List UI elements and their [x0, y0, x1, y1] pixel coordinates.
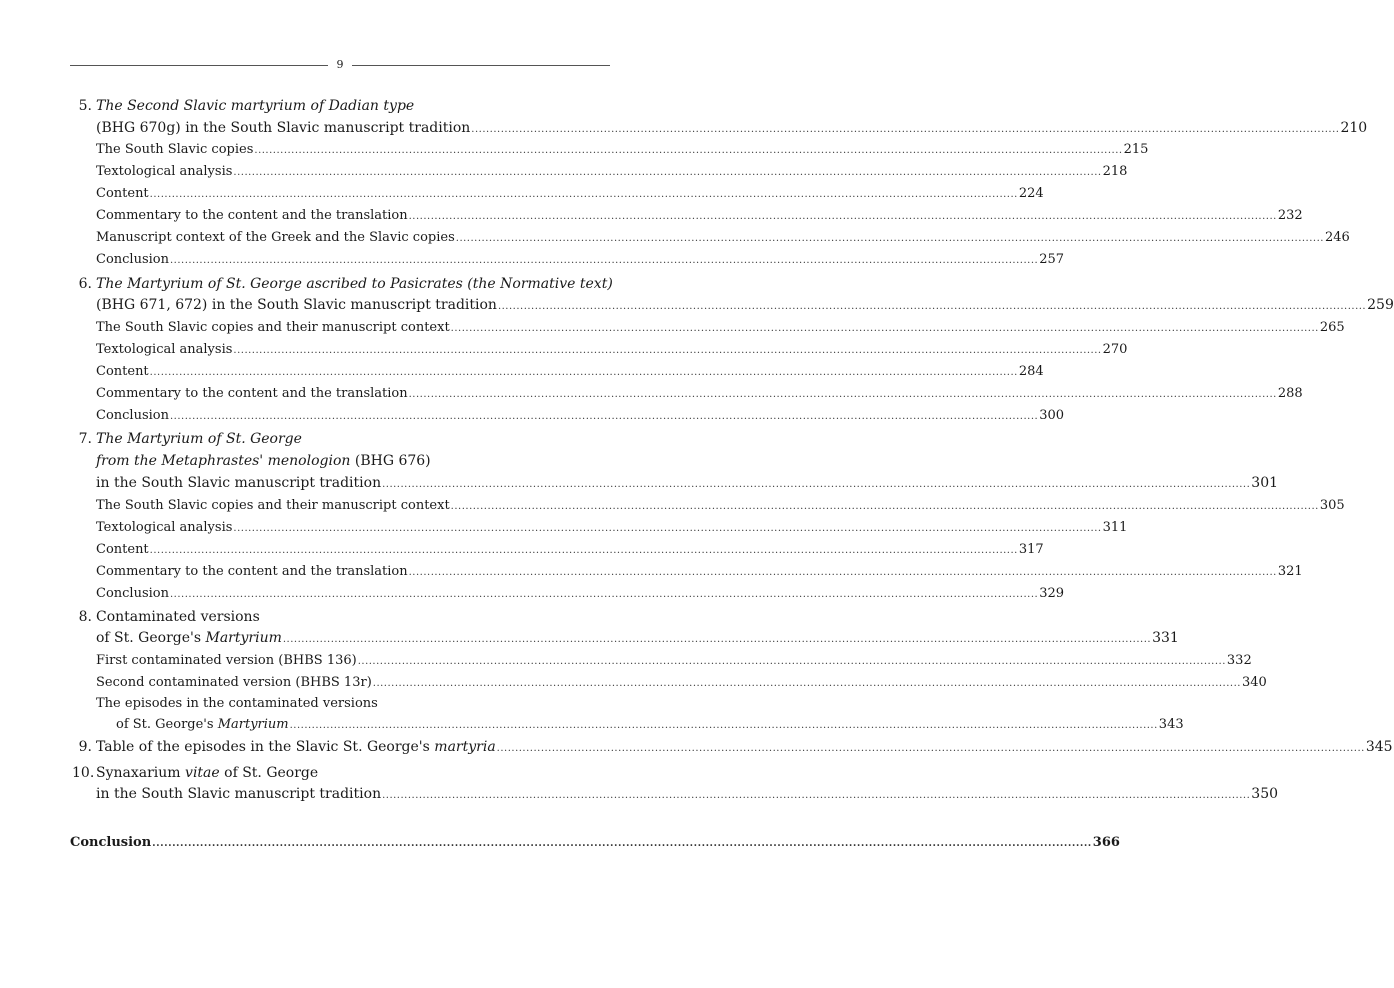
- toc-entry[interactable]: [96, 586, 1065, 601]
- toc-entry[interactable]: [96, 498, 1345, 513]
- toc-entry-label: Conclusion: [96, 252, 169, 267]
- toc-entry-episodes[interactable]: [116, 717, 1184, 732]
- toc-page-number: 311: [1102, 520, 1128, 535]
- dot-leader: ............................................................................................................................................................................................................................................: [382, 790, 1251, 801]
- toc-entry-label: Textological analysis: [96, 520, 233, 535]
- toc-page-number: 224: [1018, 186, 1044, 201]
- toc-page-number: 300: [1039, 408, 1065, 423]
- toc-page-number: 332: [1226, 653, 1252, 668]
- toc-entry[interactable]: [96, 408, 1065, 423]
- toc-page-number: 345: [1365, 739, 1393, 755]
- toc-entry-label: First contaminated version (BHBS 136): [96, 653, 357, 668]
- toc-page-number: 301: [1251, 475, 1279, 491]
- toc-page-number: 340: [1241, 675, 1267, 690]
- toc-entry-conclusion[interactable]: [70, 835, 1120, 850]
- dot-leader: ............................................................................................................................................................................................................................................: [450, 501, 1319, 512]
- toc-entry-label: Conclusion: [96, 586, 169, 601]
- header-rule-right: [352, 65, 610, 66]
- toc-entry-label: in the South Slavic manuscript tradition: [96, 786, 382, 802]
- toc-episodes-line1: The episodes in the contaminated versions: [96, 696, 378, 711]
- toc-heading-6[interactable]: 6. The Martyrium of St. George ascribed to Pasicrates (the Normative text): [78, 276, 613, 292]
- toc-entry-label: (BHG 670g) in the South Slavic manuscript tradition: [96, 120, 471, 136]
- toc-entry-label: Textological analysis: [96, 164, 233, 179]
- toc-heading-8[interactable]: 8. Contaminated versions: [78, 609, 260, 625]
- toc-entry[interactable]: [96, 142, 1149, 157]
- toc-entry-label: The South Slavic copies and their manuscript context: [96, 320, 450, 335]
- toc-entry[interactable]: [96, 342, 1128, 357]
- toc-entry-label: Conclusion: [96, 408, 169, 423]
- toc-entry-6[interactable]: [96, 297, 1394, 313]
- toc-entry[interactable]: [96, 520, 1128, 535]
- toc-heading-7-line2: from the Metaphrastes' menologion (BHG 676): [96, 453, 431, 469]
- toc-entry-label: Content: [96, 186, 149, 201]
- toc-page-number: 331: [1152, 630, 1179, 646]
- toc-heading-7[interactable]: 7. The Martyrium of St. George: [78, 431, 302, 447]
- dot-leader: ............................................................................................................................................................................................................................................: [408, 389, 1277, 400]
- toc-page-number: 259: [1367, 297, 1394, 313]
- toc-entry-label: Manuscript context of the Greek and the Slavic copies: [96, 230, 455, 245]
- toc-entry-label: Commentary to the content and the translation: [96, 208, 408, 223]
- toc-page-number: 284: [1018, 364, 1044, 379]
- toc-entry-label: Commentary to the content and the translation: [96, 564, 408, 579]
- toc-heading-5[interactable]: 5. The Second Slavic martyrium of Dadian type: [78, 98, 415, 114]
- toc-entry[interactable]: [96, 208, 1303, 223]
- toc-entry[interactable]: [96, 164, 1128, 179]
- toc-entry[interactable]: [96, 653, 1252, 668]
- toc-entry[interactable]: [96, 386, 1303, 401]
- toc-entry-9[interactable]: [72, 739, 1393, 755]
- dot-leader: ............................................................................................................................................................................................................................................: [170, 255, 1039, 266]
- toc-entry-label: Content: [96, 542, 149, 557]
- dot-leader: ............................................................................................................................................................................................................................................: [497, 301, 1367, 312]
- toc-page-number: 321: [1277, 564, 1303, 579]
- toc-entry[interactable]: [96, 542, 1044, 557]
- toc-page-number: 329: [1039, 586, 1065, 601]
- toc-page-number: 350: [1251, 786, 1279, 802]
- toc-page-number: 210: [1340, 120, 1368, 136]
- dot-leader: ............................................................................................................................................................................................................................................: [357, 656, 1226, 667]
- toc-entry-label: Textological analysis: [96, 342, 233, 357]
- toc-page-number: 317: [1018, 542, 1044, 557]
- dot-leader: ............................................................................................................................................................................................................................................: [282, 634, 1152, 645]
- dot-leader: ............................................................................................................................................................................................................................................: [471, 124, 1340, 135]
- toc-page-number: 246: [1324, 230, 1350, 245]
- toc-entry-label: The South Slavic copies and their manuscript context: [96, 498, 450, 513]
- dot-leader: ............................................................................................................................................................................................................................................: [450, 323, 1319, 334]
- dot-leader: ............................................................................................................................................................................................................................................: [455, 233, 1324, 244]
- toc-page-number: 257: [1039, 252, 1065, 267]
- toc-entry-10[interactable]: [96, 786, 1279, 802]
- dot-leader: ............................................................................................................................................................................................................................................: [233, 167, 1102, 178]
- toc-page-number: 215: [1123, 142, 1149, 157]
- dot-leader: ............................................................................................................................................................................................................................................: [170, 411, 1039, 422]
- toc-entry[interactable]: [96, 564, 1303, 579]
- toc-page-number: 305: [1319, 498, 1345, 513]
- dot-leader: ............................................................................................................................................................................................................................................: [149, 189, 1018, 200]
- toc-heading-10[interactable]: 10. Synaxarium vitae of St. George: [72, 765, 319, 781]
- toc-entry-label: in the South Slavic manuscript tradition: [96, 475, 382, 491]
- dot-leader: ............................................................................................................................................................................................................................................: [149, 545, 1018, 556]
- toc-entry[interactable]: [96, 252, 1065, 267]
- toc-page-number: 366: [1092, 835, 1120, 850]
- toc-entry-label: Conclusion: [70, 835, 152, 850]
- toc-page-number: 218: [1102, 164, 1128, 179]
- toc-entry-label: The South Slavic copies: [96, 142, 254, 157]
- toc-entry-label: Second contaminated version (BHBS 13r): [96, 675, 372, 690]
- toc-page-number: 343: [1158, 717, 1184, 732]
- dot-leader: ............................................................................................................................................................................................................................................: [496, 743, 1365, 754]
- toc-entry-label: of St. George's Martyrium: [96, 630, 282, 646]
- dot-leader: ............................................................................................................................................................................................................................................: [372, 678, 1241, 689]
- page-number: 9: [336, 58, 344, 71]
- dot-leader: ............................................................................................................................................................................................................................................: [233, 523, 1102, 534]
- dot-leader: ............................................................................................................................................................................................................................................: [254, 145, 1123, 156]
- toc-page-number: 232: [1277, 208, 1303, 223]
- dot-leader: ............................................................................................................................................................................................................................................: [233, 345, 1102, 356]
- toc-entry[interactable]: [96, 675, 1267, 690]
- toc-entry-label: 9. Table of the episodes in the Slavic St. George's martyria: [78, 739, 496, 755]
- toc-entry[interactable]: [96, 320, 1345, 335]
- dot-leader: ............................................................................................................................................................................................................................................: [289, 720, 1158, 731]
- dot-leader: ............................................................................................................................................................................................................................................: [382, 479, 1251, 490]
- dot-leader: ............................................................................................................................................................................................................................................: [408, 211, 1277, 222]
- toc-entry-5[interactable]: [96, 120, 1368, 136]
- toc-entry-label: Content: [96, 364, 149, 379]
- dot-leader: ............................................................................................................................................................................................................................................: [408, 567, 1277, 578]
- dot-leader: ............................................................................................................................................................................................................................................: [152, 838, 1092, 849]
- running-header: [70, 57, 610, 73]
- toc-entry-label: (BHG 671, 672) in the South Slavic manuscript tradition: [96, 297, 497, 313]
- toc-entry-8[interactable]: [96, 630, 1179, 646]
- toc-entry-label: Commentary to the content and the translation: [96, 386, 408, 401]
- toc-page-number: 265: [1319, 320, 1345, 335]
- toc-page-number: 270: [1102, 342, 1128, 357]
- dot-leader: ............................................................................................................................................................................................................................................: [170, 589, 1039, 600]
- toc-page-number: 288: [1277, 386, 1303, 401]
- toc-entry[interactable]: [96, 364, 1044, 379]
- dot-leader: ............................................................................................................................................................................................................................................: [149, 367, 1018, 378]
- toc-entry-label: of St. George's Martyrium: [116, 717, 289, 732]
- toc-entry[interactable]: [96, 186, 1044, 201]
- toc-entry-7[interactable]: [96, 475, 1279, 491]
- toc-entry[interactable]: [96, 230, 1350, 245]
